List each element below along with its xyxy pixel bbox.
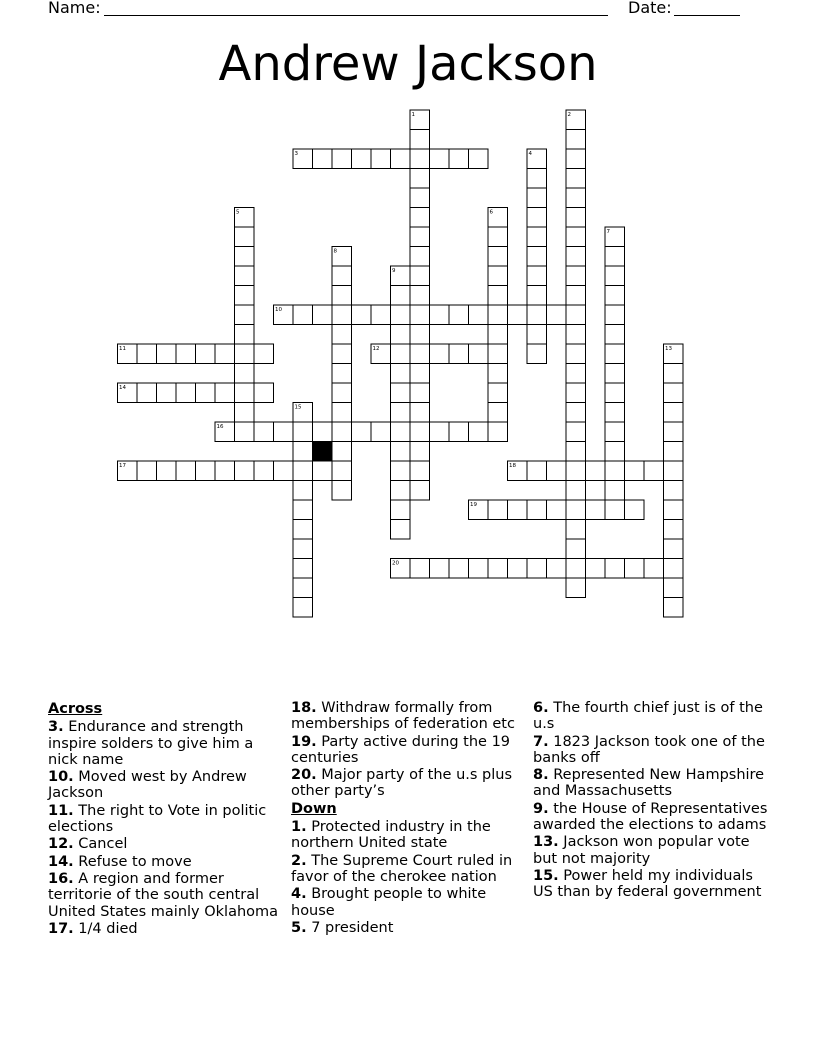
- grid-cell[interactable]: [469, 149, 489, 169]
- grid-cell[interactable]: [527, 461, 547, 481]
- grid-cell[interactable]: [332, 461, 352, 481]
- grid-cell[interactable]: [605, 344, 625, 364]
- grid-cell[interactable]: [410, 130, 430, 150]
- grid-cell[interactable]: [469, 559, 489, 579]
- grid-cell[interactable]: [664, 500, 684, 520]
- grid-cell[interactable]: [157, 344, 177, 364]
- clue-down: [291, 920, 527, 936]
- grid-cell[interactable]: [644, 559, 664, 579]
- grid-cell[interactable]: [625, 500, 645, 520]
- clue-number-label: 3: [294, 151, 298, 157]
- grid-cell[interactable]: [469, 422, 489, 442]
- clue-text: Cancel: [73, 836, 128, 853]
- grid-cell[interactable]: [391, 344, 411, 364]
- grid-cell[interactable]: [332, 149, 352, 169]
- grid-cell[interactable]: [586, 500, 606, 520]
- grid-cell[interactable]: [488, 286, 508, 306]
- grid-cell[interactable]: [371, 149, 391, 169]
- grid-cell[interactable]: [508, 559, 528, 579]
- grid-cell[interactable]: [605, 325, 625, 345]
- grid-cell[interactable]: [235, 227, 255, 247]
- grid-cell[interactable]: [293, 442, 313, 462]
- grid-cell[interactable]: [566, 247, 586, 267]
- clue-column-3: [533, 700, 769, 902]
- grid-cell[interactable]: [664, 383, 684, 403]
- clue-down: [533, 700, 769, 733]
- grid-cell[interactable]: [430, 422, 450, 442]
- grid-cell[interactable]: [235, 364, 255, 384]
- grid-cell[interactable]: [488, 247, 508, 267]
- grid-cell[interactable]: [196, 344, 216, 364]
- clue-number: 7.: [533, 733, 549, 750]
- grid-cell[interactable]: [566, 539, 586, 559]
- clue-text: Endurance and strength inspire solders to give him a nick name: [48, 719, 254, 768]
- clue-text: Represented New Hampshire and Massachusetts: [533, 767, 765, 800]
- clue-number: 13.: [533, 834, 559, 851]
- grid-cell[interactable]: [488, 227, 508, 247]
- down-heading: Down: [291, 800, 337, 817]
- grid-cell[interactable]: [664, 559, 684, 579]
- grid-cell[interactable]: [293, 539, 313, 559]
- clue-number: 12.: [48, 836, 74, 853]
- grid-cell[interactable]: [566, 442, 586, 462]
- grid-cell[interactable]: [215, 461, 235, 481]
- grid-cell[interactable]: [566, 188, 586, 208]
- grid-cell[interactable]: [566, 559, 586, 579]
- grid-cell[interactable]: [410, 383, 430, 403]
- grid-cell[interactable]: [293, 481, 313, 501]
- grid-cell[interactable]: [391, 442, 411, 462]
- clue-down: [533, 734, 769, 767]
- grid-cell[interactable]: [391, 383, 411, 403]
- grid-cell[interactable]: [566, 520, 586, 540]
- clue-number-label: 8: [333, 248, 337, 255]
- grid-cell[interactable]: [352, 149, 372, 169]
- clue-number-label: 13: [665, 346, 672, 352]
- grid-cell[interactable]: [137, 383, 157, 403]
- grid-cell[interactable]: [137, 461, 157, 481]
- grid-cell[interactable]: [332, 403, 352, 423]
- clue-across: [291, 700, 527, 733]
- clue-number-label: 15: [294, 404, 302, 411]
- grid-cell[interactable]: [605, 481, 625, 501]
- grid-cell[interactable]: [313, 461, 333, 481]
- grid-cell[interactable]: [566, 130, 586, 150]
- clue-number: 10.: [48, 769, 74, 786]
- grid-cell[interactable]: [566, 383, 586, 403]
- clue-number-label: 9: [392, 268, 396, 274]
- grid-cell[interactable]: [410, 305, 430, 325]
- grid-cell[interactable]: [566, 481, 586, 501]
- grid-cell[interactable]: [566, 403, 586, 423]
- grid-cell[interactable]: [391, 461, 411, 481]
- grid-cell[interactable]: [664, 598, 684, 618]
- clue-number: 3.: [48, 719, 64, 736]
- grid-cell[interactable]: [664, 442, 684, 462]
- grid-cell[interactable]: [566, 169, 586, 189]
- grid-cell[interactable]: [196, 383, 216, 403]
- grid-cell[interactable]: [410, 188, 430, 208]
- grid-cell[interactable]: [527, 266, 547, 286]
- clue-column-1: [48, 700, 284, 938]
- grid-cell[interactable]: [332, 442, 352, 462]
- grid-cell[interactable]: [586, 559, 606, 579]
- grid-cell[interactable]: [313, 422, 333, 442]
- grid-cell[interactable]: [293, 422, 313, 442]
- clue-number-label: 11: [119, 346, 126, 352]
- grid-cell[interactable]: [332, 422, 352, 442]
- grid-cell[interactable]: [410, 442, 430, 462]
- grid-cell[interactable]: [332, 344, 352, 364]
- grid-cell[interactable]: [527, 344, 547, 364]
- grid-cell[interactable]: [527, 500, 547, 520]
- grid-cell[interactable]: [410, 325, 430, 345]
- grid-cell[interactable]: [586, 461, 606, 481]
- grid-cell[interactable]: [527, 227, 547, 247]
- clue-text: 1823 Jackson took one of the banks off: [533, 733, 765, 766]
- grid-cell[interactable]: [235, 461, 255, 481]
- grid-cell[interactable]: [527, 325, 547, 345]
- grid-cell[interactable]: [293, 520, 313, 540]
- grid-cell[interactable]: [605, 364, 625, 384]
- grid-cell[interactable]: [566, 149, 586, 169]
- grid-cell[interactable]: [313, 305, 333, 325]
- grid-cell[interactable]: [547, 461, 567, 481]
- grid-cell[interactable]: [410, 149, 430, 169]
- grid-cell[interactable]: [157, 383, 177, 403]
- clue-text: A region and former territorie of the south central United States mainly Oklahoma: [48, 870, 279, 920]
- clue-number: 15.: [533, 867, 559, 884]
- clue-text: Jackson won popular vote but not majority: [533, 834, 750, 867]
- grid-cell[interactable]: [254, 461, 274, 481]
- clue-number-label: 5: [236, 209, 240, 216]
- grid-cell[interactable]: [254, 383, 274, 403]
- grid-cell[interactable]: [605, 422, 625, 442]
- grid-cell[interactable]: [235, 266, 255, 286]
- clue-down: [533, 868, 769, 901]
- across-heading: Across: [48, 701, 103, 717]
- grid-cell[interactable]: [410, 286, 430, 306]
- grid-cell[interactable]: [430, 344, 450, 364]
- grid-cell[interactable]: [566, 305, 586, 325]
- clue-number-label: 19: [470, 502, 477, 508]
- clue-number: 2.: [291, 852, 307, 869]
- clue-down: [291, 853, 527, 886]
- clue-number: 6.: [533, 700, 549, 716]
- grid-cell[interactable]: [235, 403, 255, 423]
- clue-across: [291, 767, 527, 800]
- grid-cell[interactable]: [566, 500, 586, 520]
- grid-cell[interactable]: [566, 266, 586, 286]
- grid-cell[interactable]: [664, 520, 684, 540]
- grid-cell[interactable]: [469, 344, 489, 364]
- clue-text: Refuse to move: [73, 853, 192, 870]
- grid-cell[interactable]: [488, 500, 508, 520]
- grid-cell[interactable]: [605, 559, 625, 579]
- clue-number-label: 17: [119, 463, 126, 469]
- grid-cell[interactable]: [488, 403, 508, 423]
- grid-cell[interactable]: [566, 325, 586, 345]
- clue-text: 1/4 died: [73, 920, 138, 937]
- clue-text: Party active during the 19 centuries: [291, 733, 511, 766]
- grid-cell[interactable]: [410, 266, 430, 286]
- grid-cell[interactable]: [508, 305, 528, 325]
- grid-cell[interactable]: [527, 208, 547, 228]
- grid-cell[interactable]: [605, 286, 625, 306]
- grid-cell[interactable]: [332, 364, 352, 384]
- grid-cell[interactable]: [449, 149, 469, 169]
- grid-cell[interactable]: [254, 344, 274, 364]
- grid-cell[interactable]: [469, 305, 489, 325]
- grid-cell[interactable]: [410, 559, 430, 579]
- grid-cell[interactable]: [566, 422, 586, 442]
- grid-cell[interactable]: [391, 403, 411, 423]
- clue-across: [48, 921, 284, 937]
- grid-cell[interactable]: [391, 364, 411, 384]
- grid-cell[interactable]: [664, 364, 684, 384]
- grid-cell[interactable]: [566, 227, 586, 247]
- grid-cell[interactable]: [215, 383, 235, 403]
- grid-cell[interactable]: [235, 422, 255, 442]
- grid-cell[interactable]: [547, 305, 567, 325]
- clue-text: the House of Representatives awarded the elections to adams: [533, 800, 768, 834]
- grid-cell[interactable]: [547, 559, 567, 579]
- grid-cell[interactable]: [293, 305, 313, 325]
- grid-cell[interactable]: [293, 461, 313, 481]
- clue-across: [48, 871, 284, 920]
- grid-cell[interactable]: [371, 422, 391, 442]
- clue-down: [291, 819, 527, 852]
- grid-cell[interactable]: [508, 500, 528, 520]
- grid-cell[interactable]: [547, 500, 567, 520]
- grid-cell[interactable]: [566, 344, 586, 364]
- grid-cell[interactable]: [410, 422, 430, 442]
- grid-cell[interactable]: [410, 169, 430, 189]
- grid-cell[interactable]: [235, 344, 255, 364]
- grid-cell[interactable]: [410, 247, 430, 267]
- grid-cell[interactable]: [430, 305, 450, 325]
- grid-cell[interactable]: [332, 286, 352, 306]
- grid-cell[interactable]: [371, 305, 391, 325]
- clue-number: 1.: [291, 819, 307, 836]
- grid-cell[interactable]: [391, 325, 411, 345]
- clue-text: Major party of the u.s plus other party’s: [291, 767, 513, 800]
- clue-across: [48, 803, 284, 836]
- clue-column-2: [291, 700, 527, 937]
- black-cell: [313, 442, 333, 462]
- grid-cell[interactable]: [527, 169, 547, 189]
- grid-cell[interactable]: [605, 305, 625, 325]
- grid-cell[interactable]: [391, 481, 411, 501]
- grid-cell[interactable]: [449, 344, 469, 364]
- grid-cell[interactable]: [332, 266, 352, 286]
- clue-number-label: 10: [275, 307, 282, 313]
- clue-number: 16.: [48, 870, 74, 887]
- grid-cell[interactable]: [449, 422, 469, 442]
- grid-cell[interactable]: [410, 227, 430, 247]
- grid-cell[interactable]: [332, 481, 352, 501]
- clue-number: 4.: [291, 886, 307, 903]
- clue-number-label: 1: [411, 112, 415, 118]
- clue-number-label: 4: [528, 151, 532, 157]
- grid-cell[interactable]: [605, 461, 625, 481]
- clue-text: Withdraw formally from memberships of federation etc: [291, 700, 515, 733]
- clue-text: The fourth chief just is of the u.s: [533, 700, 763, 733]
- clue-number: 9.: [533, 800, 549, 817]
- clue-across: [48, 836, 284, 852]
- grid-cell[interactable]: [605, 403, 625, 423]
- grid-cell[interactable]: [566, 208, 586, 228]
- grid-cell[interactable]: [605, 383, 625, 403]
- grid-cell[interactable]: [527, 305, 547, 325]
- clue-across: [48, 769, 284, 802]
- grid-cell[interactable]: [254, 422, 274, 442]
- grid-cell[interactable]: [293, 559, 313, 579]
- grid-cell[interactable]: [293, 578, 313, 598]
- grid-cell[interactable]: [430, 149, 450, 169]
- grid-cell[interactable]: [488, 344, 508, 364]
- grid-cell[interactable]: [352, 305, 372, 325]
- clue-text: Moved west by Andrew Jackson: [48, 769, 247, 802]
- clue-number: 5.: [291, 919, 307, 936]
- grid-cell[interactable]: [488, 266, 508, 286]
- grid-cell[interactable]: [391, 305, 411, 325]
- grid-cell[interactable]: [566, 364, 586, 384]
- grid-cell[interactable]: [664, 578, 684, 598]
- grid-cell[interactable]: [664, 461, 684, 481]
- clue-number-label: 18: [509, 463, 516, 469]
- grid-cell[interactable]: [410, 403, 430, 423]
- grid-cell[interactable]: [449, 559, 469, 579]
- grid-cell[interactable]: [605, 500, 625, 520]
- clue-across: [48, 854, 284, 870]
- grid-cell[interactable]: [410, 461, 430, 481]
- grid-cell[interactable]: [488, 559, 508, 579]
- grid-cell[interactable]: [235, 383, 255, 403]
- grid-cell[interactable]: [664, 422, 684, 442]
- grid-cell[interactable]: [391, 286, 411, 306]
- date-label: Date:: [628, 0, 672, 17]
- grid-cell[interactable]: [332, 383, 352, 403]
- grid-cell[interactable]: [527, 559, 547, 579]
- clue-text: Power held my individuals US than by federal government: [533, 867, 762, 901]
- grid-cell[interactable]: [410, 208, 430, 228]
- grid-cell[interactable]: [157, 461, 177, 481]
- grid-cell[interactable]: [625, 461, 645, 481]
- grid-cell[interactable]: [176, 344, 196, 364]
- grid-cell[interactable]: [293, 500, 313, 520]
- page-title: Andrew Jackson: [218, 36, 598, 92]
- clue-number-label: 16: [216, 424, 224, 430]
- grid-cell[interactable]: [527, 188, 547, 208]
- clue-number: 18.: [291, 700, 317, 716]
- grid-cell[interactable]: [664, 539, 684, 559]
- grid-cell[interactable]: [410, 364, 430, 384]
- grid-cell[interactable]: [313, 149, 333, 169]
- grid-cell[interactable]: [235, 247, 255, 267]
- clue-across: [291, 734, 527, 767]
- grid-cell[interactable]: [527, 247, 547, 267]
- clue-text: The Supreme Court ruled in favor of the cherokee nation: [291, 852, 513, 885]
- clue-number-label: 20: [392, 560, 399, 567]
- grid-cell[interactable]: [391, 149, 411, 169]
- clue-across: [48, 719, 284, 768]
- clue-number: 11.: [48, 802, 74, 819]
- clue-number: 17.: [48, 920, 74, 937]
- clue-number-label: 6: [489, 209, 493, 216]
- grid-cell[interactable]: [274, 461, 294, 481]
- clue-number: 19.: [291, 733, 317, 750]
- clue-text: Brought people to white house: [291, 886, 487, 919]
- clue-text: 7 president: [306, 919, 394, 936]
- grid-cell[interactable]: [391, 520, 411, 540]
- grid-cell[interactable]: [332, 305, 352, 325]
- grid-cell[interactable]: [644, 461, 664, 481]
- grid-cell[interactable]: [410, 481, 430, 501]
- grid-cell[interactable]: [566, 286, 586, 306]
- clue-number-label: 2: [567, 112, 571, 118]
- clue-number: 20.: [291, 767, 317, 784]
- grid-cell[interactable]: [605, 266, 625, 286]
- grid-cell[interactable]: [410, 344, 430, 364]
- clue-down: [533, 834, 769, 867]
- grid-cell[interactable]: [176, 383, 196, 403]
- grid-cell[interactable]: [235, 325, 255, 345]
- grid-cell[interactable]: [605, 442, 625, 462]
- grid-cell[interactable]: [566, 461, 586, 481]
- clue-number: 8.: [533, 767, 549, 784]
- clue-down: [291, 886, 527, 919]
- grid-cell[interactable]: [235, 305, 255, 325]
- grid-cell[interactable]: [527, 286, 547, 306]
- grid-cell[interactable]: [664, 403, 684, 423]
- grid-cell[interactable]: [664, 481, 684, 501]
- grid-cell[interactable]: [488, 364, 508, 384]
- grid-cell[interactable]: [391, 422, 411, 442]
- clue-down: [533, 767, 769, 800]
- clue-text: Protected industry in the northern United state: [291, 819, 491, 852]
- grid-cell[interactable]: [293, 598, 313, 618]
- clue-down: [533, 801, 769, 834]
- grid-cell[interactable]: [488, 383, 508, 403]
- grid-cell[interactable]: [488, 422, 508, 442]
- grid-cell[interactable]: [449, 305, 469, 325]
- grid-cell[interactable]: [215, 344, 235, 364]
- clue-number: 14.: [48, 853, 74, 870]
- grid-cell[interactable]: [566, 578, 586, 598]
- grid-cell[interactable]: [605, 247, 625, 267]
- grid-cell[interactable]: [488, 325, 508, 345]
- grid-cell[interactable]: [430, 559, 450, 579]
- grid-cell[interactable]: [176, 461, 196, 481]
- grid-cell[interactable]: [352, 422, 372, 442]
- name-label: Name:: [48, 0, 101, 17]
- grid-cell[interactable]: [625, 559, 645, 579]
- clue-number-label: 14: [119, 385, 126, 391]
- clue-number-label: 12: [372, 346, 380, 352]
- grid-cell[interactable]: [391, 500, 411, 520]
- grid-cell[interactable]: [488, 305, 508, 325]
- grid-cell[interactable]: [137, 344, 157, 364]
- grid-cell[interactable]: [332, 325, 352, 345]
- grid-cell[interactable]: [274, 422, 294, 442]
- clue-number-label: 7: [606, 229, 610, 235]
- grid-cell[interactable]: [196, 461, 216, 481]
- grid-cell[interactable]: [235, 286, 255, 306]
- clue-text: The right to Vote in politic elections: [48, 802, 267, 836]
